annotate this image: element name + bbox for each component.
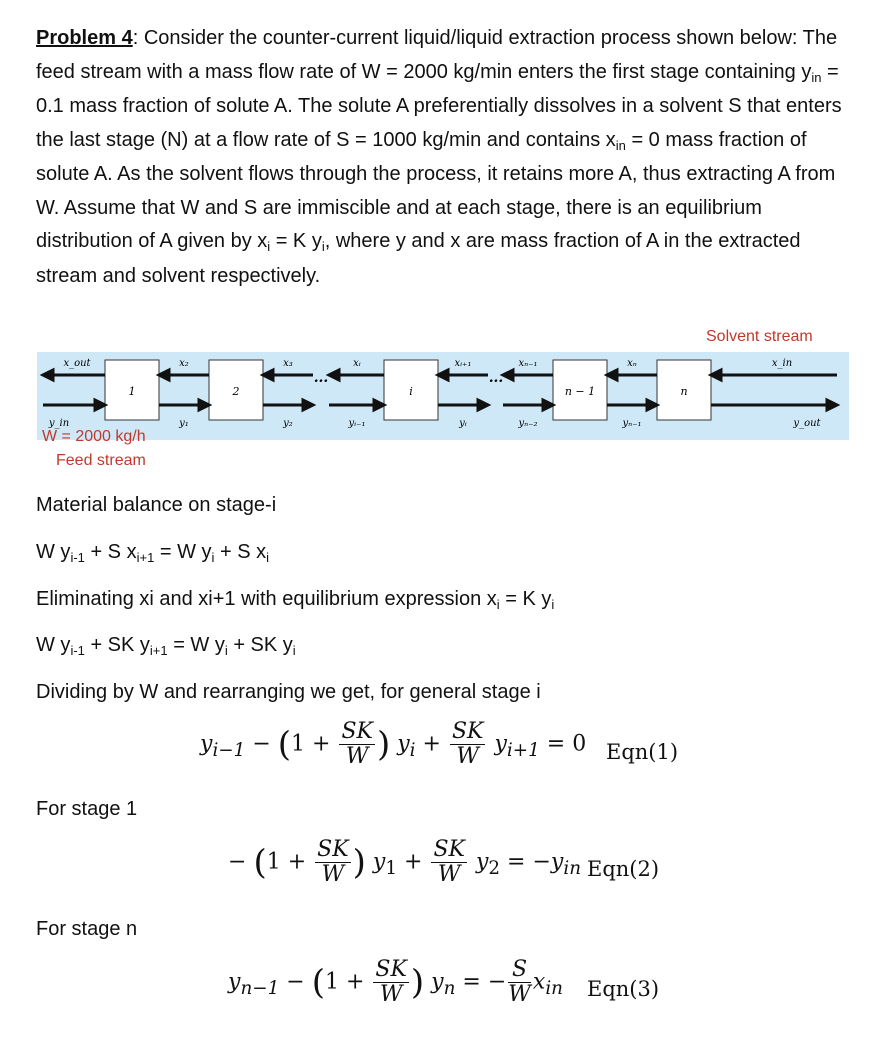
label-y1: y₁ bbox=[179, 418, 189, 429]
equation-1: $y_{i-1} - (1$ + $\frac{SK}{W}$ ) $y_i$ + $\frac{SK}{W}$ $y_{i+1} = 0$ bbox=[200, 719, 587, 769]
label-x-in: x_in bbox=[771, 358, 793, 369]
stage-label-i: i bbox=[409, 385, 413, 398]
equation-2: − (1 + $\frac{SK}{W}$ ) $y_1$ + $\frac{SK}{W}$ $y_2 = -y_{in}$ bbox=[228, 837, 582, 887]
eqn-2-label: Eqn(2) bbox=[587, 857, 660, 881]
eqn-1-label: Eqn(1) bbox=[606, 740, 679, 764]
label-y2: y₂ bbox=[283, 418, 293, 429]
stage-label-2: 2 bbox=[232, 385, 240, 398]
elim-equation: W $y_{i-1}$ + SK $y_{i+1} = W$ $y_i$ + SK $y_i$ bbox=[36, 634, 296, 658]
label-xi: xᵢ bbox=[353, 358, 361, 369]
equation-3: $y_{n-1} - (1$ + $\frac{SK}{W}$ ) $y_n$ = − $\frac{S}{W}$ $x_{in}$ bbox=[228, 957, 563, 1007]
divide-text: Dividing by W and rearranging we get, for general stage i bbox=[36, 681, 541, 703]
stage-n-heading: For stage n bbox=[36, 918, 138, 940]
feed-rate-label: W = 2000 kg/h bbox=[42, 428, 146, 445]
label-yn-1: yₙ₋₁ bbox=[622, 418, 642, 429]
dots-1: ... bbox=[313, 370, 329, 386]
label-xn: xₙ bbox=[627, 358, 637, 369]
label-x-out: x_out bbox=[63, 358, 91, 369]
label-x3: x₃ bbox=[283, 358, 293, 369]
dots-2: ... bbox=[488, 370, 504, 386]
extraction-diagram bbox=[37, 352, 849, 440]
label-y-in: y_in bbox=[48, 418, 70, 429]
eqn-3-label: Eqn(3) bbox=[587, 977, 660, 1001]
stage-label-n-1: n − 1 bbox=[564, 385, 596, 398]
mb-title: Material balance on stage-i bbox=[36, 494, 277, 516]
elimination-text: Eliminating xi and xi+1 with equilibrium expression $x_i = K$ $y_i$ bbox=[36, 588, 555, 612]
stage-label-1: 1 bbox=[128, 385, 136, 398]
label-xn1: xₙ₋₁ bbox=[518, 358, 538, 369]
feed-stream-label: Feed stream bbox=[56, 452, 146, 469]
solvent-stream-label: Solvent stream bbox=[706, 328, 813, 345]
problem-statement: Problem 4: Consider the counter-current liquid/liquid extraction process shown below: The feed stream with a mass flow rate of W = 2000 kg/min enters the first stage containing $y_{in} = 0.1$ mass fraction of solute A. The solute A preferentially dissolves in a solvent S that enters the last stage (N) at a flow rate of S = 1000 kg/min and contains $x_{in} = 0$ mass fraction of solute A. As the solvent flows through the process, it retains more A, thus extracting A from W. Assume that W and S are immiscible and at each stage, there is an equilibrium distribution of A given by $x_i = K$ $y_i$, where y and x are mass fraction of A in the extracted stream and solvent respectively. bbox=[36, 27, 842, 287]
label-xi1: xᵢ₊₁ bbox=[454, 358, 472, 369]
label-x2: x₂ bbox=[179, 358, 189, 369]
problem-heading: Problem 4 bbox=[36, 27, 133, 49]
mb-equation: W $y_{i-1} + S$ $x_{i+1} = W$ $y_i + S$ $x_i$ bbox=[36, 541, 270, 565]
stage-label-n: n bbox=[680, 385, 688, 398]
stage-1-heading: For stage 1 bbox=[36, 798, 138, 820]
label-yn-2: yₙ₋₂ bbox=[518, 418, 538, 429]
label-y-out: y_out bbox=[793, 418, 821, 429]
label-yi-1: yᵢ₋₁ bbox=[348, 418, 366, 429]
label-yi: yᵢ bbox=[459, 418, 467, 429]
